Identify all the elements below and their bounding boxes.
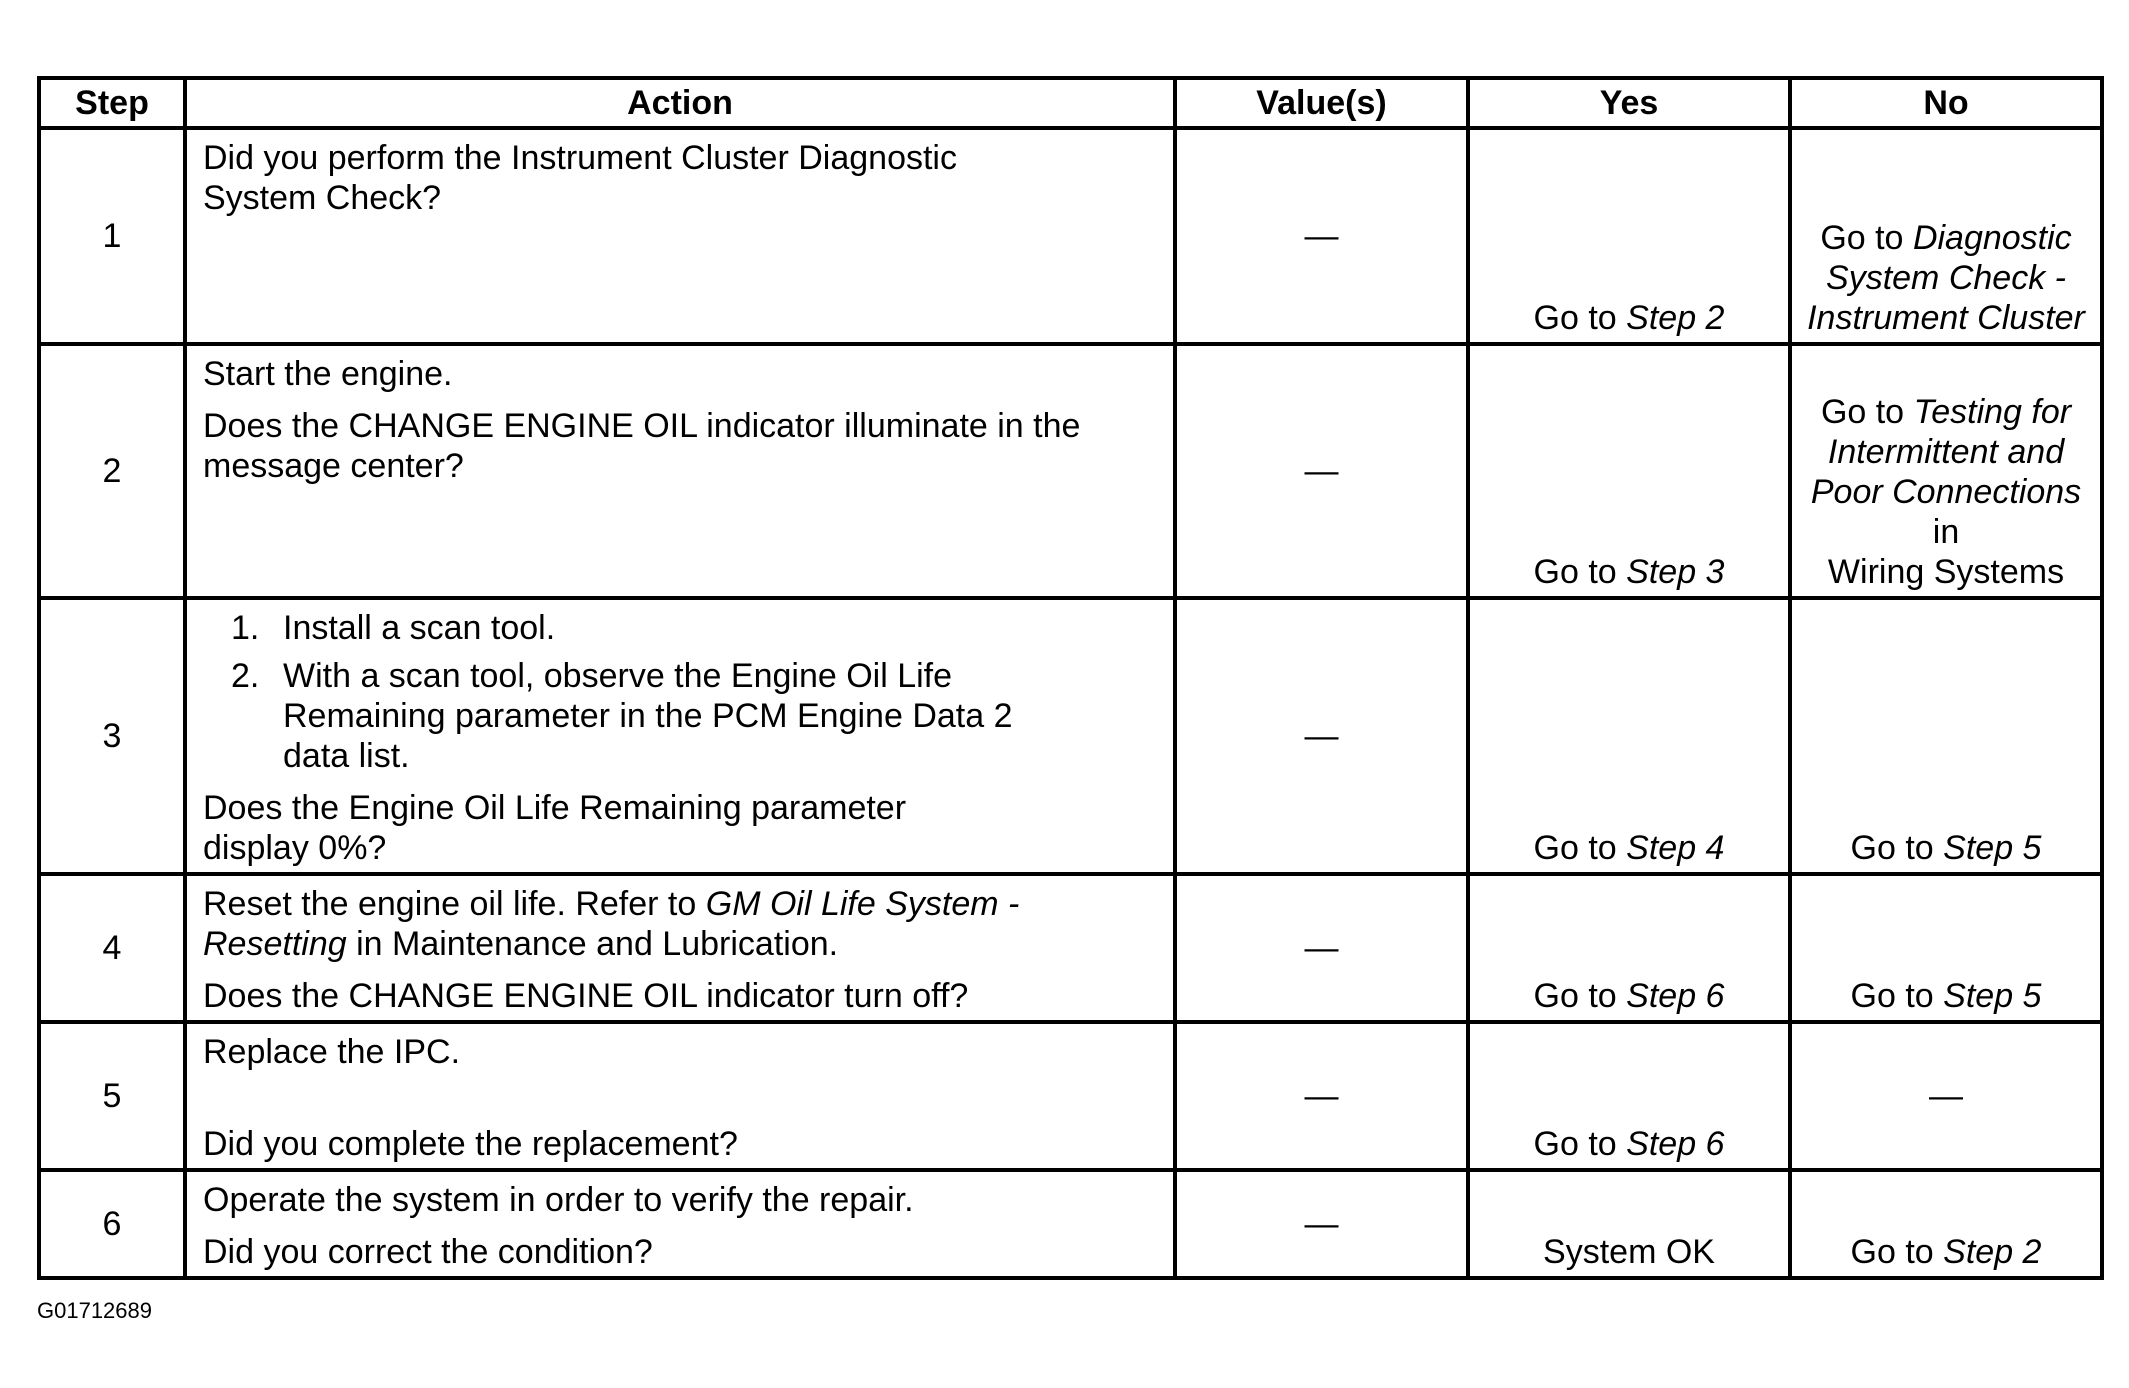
table-row-step-2 <box>39 344 2102 598</box>
table-row-step-4 <box>39 874 2102 1022</box>
substep-number: 2. <box>231 657 260 695</box>
no-prefix: Go to <box>1850 977 1934 1015</box>
value-cell: — <box>1175 128 1468 344</box>
action-cell <box>185 598 1175 874</box>
value-cell: — <box>1175 598 1468 874</box>
no-cell <box>1790 1170 2102 1278</box>
substep-text: With a scan tool, observe the Engine Oil Life Remaining parameter in the PCM Engine Data 2 data list. <box>283 657 1013 775</box>
action-question: Did you correct the condition? <box>203 1233 653 1271</box>
yes-step-link[interactable]: Step 2 <box>1626 299 1725 337</box>
action-question: Does the CHANGE ENGINE OIL indicator illuminate in the message center? <box>203 407 1081 485</box>
action-reference-link[interactable]: GM Oil Life System - Resetting <box>203 885 1020 963</box>
step-number: 1 <box>39 128 185 344</box>
yes-cell <box>1468 598 1790 874</box>
header-row <box>39 78 2102 128</box>
table-row-step-3 <box>39 598 2102 874</box>
no-suffix: Wiring Systems <box>1827 553 2065 591</box>
action-cell <box>185 1022 1175 1170</box>
table-row-step-6 <box>39 1170 2102 1278</box>
action-question: Does the Engine Oil Life Remaining parameter display 0%? <box>203 789 907 867</box>
no-cell: — <box>1790 1022 2102 1170</box>
table-row-step-5 <box>39 1022 2102 1170</box>
no-cell <box>1790 598 2102 874</box>
value-cell: — <box>1175 874 1468 1022</box>
yes-step-link[interactable]: Step 3 <box>1626 553 1725 591</box>
no-in: in <box>1932 513 1960 551</box>
header-step: Step <box>39 78 185 128</box>
header-action: Action <box>185 78 1175 128</box>
header-no: No <box>1790 78 2102 128</box>
yes-prefix: Go to <box>1533 829 1617 867</box>
figure-id-label: G01712689 <box>37 1298 152 1323</box>
value-cell: — <box>1175 1170 1468 1278</box>
action-cell <box>185 344 1175 598</box>
yes-step-link[interactable]: Step 6 <box>1626 1125 1725 1163</box>
action-instruction: Start the engine. <box>203 355 453 393</box>
no-prefix: Go to <box>1820 219 1904 257</box>
list-item <box>231 608 1157 648</box>
substep-list <box>231 608 1157 776</box>
step-number: 5 <box>39 1022 185 1170</box>
action-question: Did you perform the Instrument Cluster Diagnostic System Check? <box>203 139 957 217</box>
no-prefix: Go to <box>1850 829 1934 867</box>
yes-prefix: Go to <box>1533 553 1617 591</box>
no-step-link[interactable]: Step 5 <box>1943 829 2042 867</box>
no-prefix: Go to <box>1820 393 1905 431</box>
no-step-link[interactable]: Step 2 <box>1943 1233 2042 1271</box>
no-reference-link[interactable]: Testing for Intermittent and Poor Connections <box>1810 393 2082 511</box>
header-values: Value(s) <box>1175 78 1468 128</box>
no-reference-link[interactable]: Diagnostic System Check - Instrument Cluster <box>1807 219 2085 337</box>
action-instruction: Operate the system in order to verify the repair. <box>203 1181 914 1219</box>
no-cell <box>1790 128 2102 344</box>
step-number: 2 <box>39 344 185 598</box>
no-step-link[interactable]: Step 5 <box>1943 977 2042 1015</box>
yes-cell <box>1468 1170 1790 1278</box>
no-cell <box>1790 344 2102 598</box>
action-cell <box>185 1170 1175 1278</box>
yes-cell <box>1468 128 1790 344</box>
step-number: 3 <box>39 598 185 874</box>
step-number: 4 <box>39 874 185 1022</box>
yes-prefix: Go to <box>1533 977 1617 1015</box>
action-text-b: in Maintenance and Lubrication. <box>356 925 839 963</box>
action-question: Does the CHANGE ENGINE OIL indicator turn off? <box>203 977 969 1015</box>
yes-prefix: Go to <box>1533 1125 1617 1163</box>
substep-text: Install a scan tool. <box>283 609 556 647</box>
action-cell <box>185 874 1175 1022</box>
value-cell: — <box>1175 344 1468 598</box>
yes-cell <box>1468 874 1790 1022</box>
yes-step-link[interactable]: Step 4 <box>1626 829 1725 867</box>
value-cell: — <box>1175 1022 1468 1170</box>
step-number: 6 <box>39 1170 185 1278</box>
list-item <box>231 656 1157 776</box>
action-cell <box>185 128 1175 344</box>
no-prefix: Go to <box>1850 1233 1934 1271</box>
no-cell <box>1790 874 2102 1022</box>
substep-number: 1. <box>231 609 260 647</box>
action-question: Did you complete the replacement? <box>203 1125 738 1163</box>
action-instruction <box>203 884 1157 964</box>
yes-cell <box>1468 1022 1790 1170</box>
header-yes: Yes <box>1468 78 1790 128</box>
yes-result: System OK <box>1543 1233 1715 1271</box>
yes-prefix: Go to <box>1533 299 1617 337</box>
table-row-step-1 <box>39 128 2102 344</box>
action-text-a: Reset the engine oil life. Refer to <box>203 885 697 923</box>
action-instruction: Replace the IPC. <box>203 1033 461 1071</box>
yes-step-link[interactable]: Step 6 <box>1626 977 1725 1015</box>
diagnostic-table <box>37 76 2104 1280</box>
yes-cell <box>1468 344 1790 598</box>
